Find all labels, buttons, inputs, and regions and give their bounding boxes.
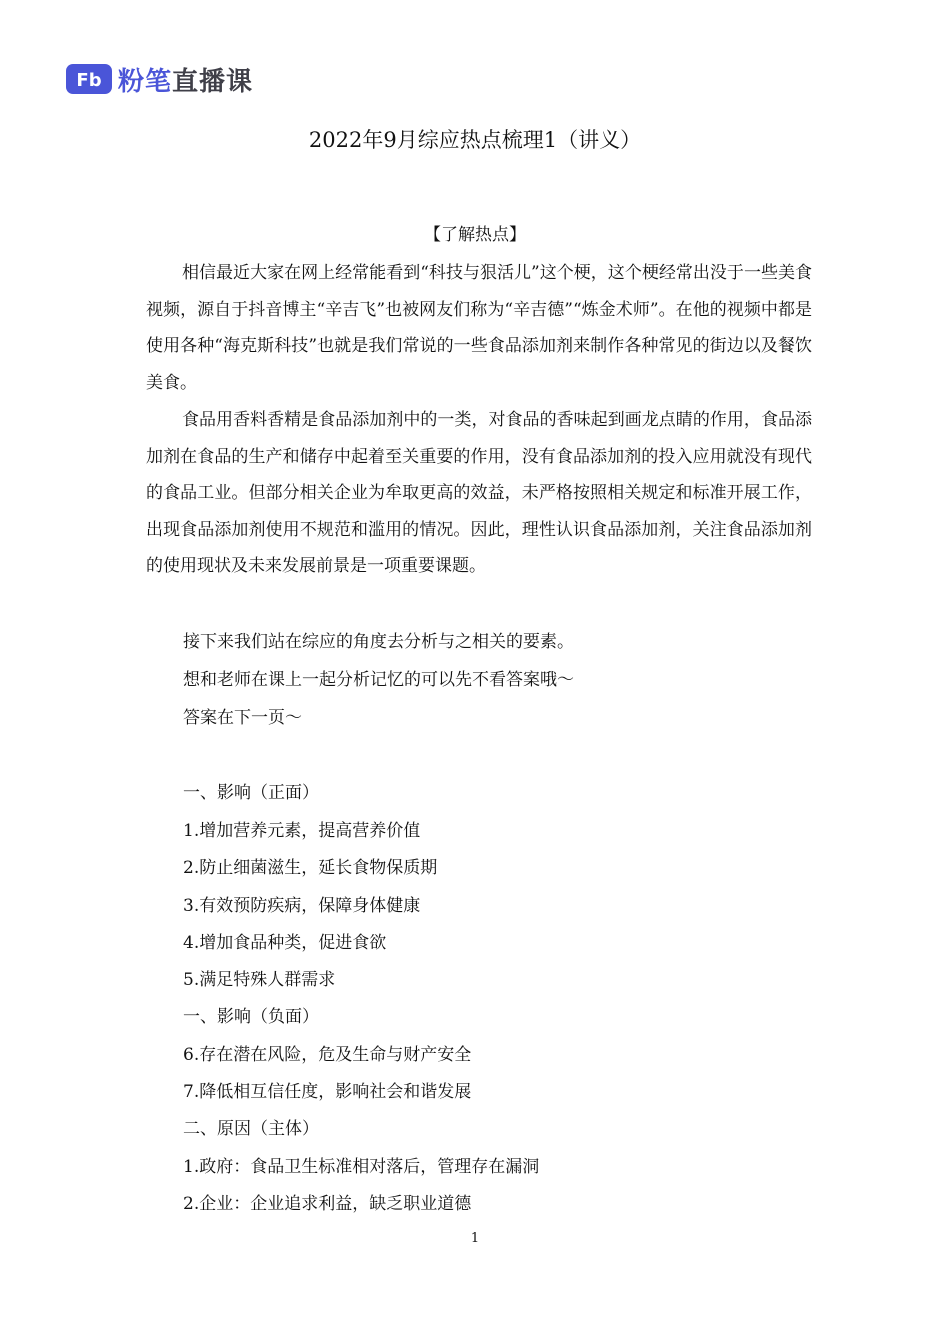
outline-heading: 一、影响（负面） <box>183 1007 319 1027</box>
logo-text <box>118 61 253 98</box>
outline-item: 7.降低相互信任度，影响社会和谐发展 <box>183 1082 472 1102</box>
outline-heading: 一、影响（正面） <box>183 783 319 803</box>
outline-item: 5.满足特殊人群需求 <box>183 970 336 990</box>
outline-item: 2.企业：企业追求利益，缺乏职业道德 <box>183 1194 472 1214</box>
outline-item: 2.防止细菌滋生，延长食物保质期 <box>183 858 438 878</box>
section-heading: 【了解热点】 <box>424 225 526 245</box>
document-title: 2022年9月综应热点梳理1（讲义） <box>308 128 642 152</box>
outline-item: 4.增加食品种类，促进食欲 <box>183 933 387 953</box>
page-number: 1 <box>470 1231 480 1246</box>
outline-heading: 二、原因（主体） <box>183 1119 319 1139</box>
logo-mark-text: Fb <box>76 70 102 91</box>
outline-item: 3.有效预防疾病，保障身体健康 <box>183 896 421 916</box>
note-line: 接下来我们站在综应的角度去分析与之相关的要素。 <box>183 632 574 652</box>
paragraph-intro: 相信最近大家在网上经常能看到“科技与狠活儿”这个梗，这个梗经常出没于一些美食视频，源自于抖音博主“辛吉飞”也被网友们称为“辛吉德”“炼金术师”。在他的视频中都是使用各种“海克斯科技”也就是我们常说的一些食品添加剂来制作各种常见的街边以及餐饮美食。 <box>146 263 812 393</box>
product-name: 直播课 <box>172 66 254 97</box>
brand-name: 粉笔 <box>118 66 173 97</box>
note-line: 想和老师在课上一起分析记忆的可以先不看答案哦～ <box>183 670 574 690</box>
paragraph-background: 食品用香料香精是食品添加剂中的一类，对食品的香味起到画龙点睛的作用，食品添加剂在食品的生产和储存中起着至关重要的作用，没有食品添加剂的投入应用就没有现代的食品工业。但部分相关企业为牟取更高的效益，未严格按照相关规定和标准开展工作，出现食品添加剂使用不规范和滥用的情况。因此，理性认识食品添加剂，关注食品添加剂的使用现状及未来发展前景是一项重要课题。 <box>146 410 812 576</box>
note-line: 答案在下一页～ <box>183 708 302 728</box>
outline-item: 6.存在潜在风险，危及生命与财产安全 <box>183 1045 472 1065</box>
brand-logo <box>66 60 253 98</box>
outline-item: 1.政府：食品卫生标准相对落后，管理存在漏洞 <box>183 1157 540 1177</box>
outline-item: 1.增加营养元素，提高营养价值 <box>183 821 421 841</box>
fb-logo-icon <box>66 64 112 94</box>
